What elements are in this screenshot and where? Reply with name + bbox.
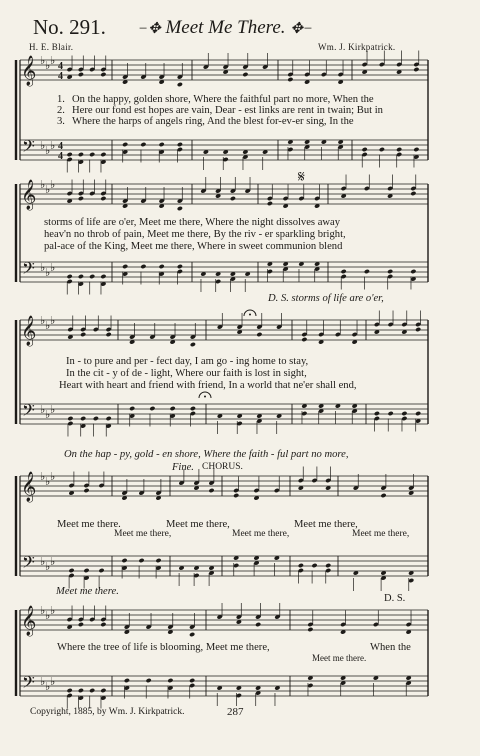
system1-verse1: On the happy, golden shore, Where the faithful part no more, When the: [72, 94, 374, 105]
treble-clef-icon: 𝄞: [21, 316, 37, 346]
note-head: [78, 274, 84, 279]
note-head: [67, 416, 73, 421]
note-head: [89, 274, 95, 279]
key-signature-flat-icon: ♭: [45, 319, 51, 332]
note-head: [380, 493, 386, 498]
page-number: 287: [227, 706, 244, 718]
stanza-number-1: 1.: [57, 94, 65, 105]
chorus-echo-1: Meet me there,: [114, 529, 172, 539]
note-head: [379, 147, 385, 152]
note-head: [124, 678, 130, 683]
copyright-line: Copyright, 1885, by Wm. J. Kirkpatrick.: [30, 707, 185, 717]
chorus-word-2: Meet me there,: [166, 519, 230, 530]
note-head: [177, 142, 183, 147]
note-head: [83, 488, 89, 493]
note-head: [325, 563, 331, 568]
treble-clef-icon: 𝄞: [21, 180, 37, 210]
key-signature-flat-icon: ♭: [45, 609, 51, 622]
note-head: [149, 406, 155, 411]
note-head: [159, 142, 165, 147]
note-head: [122, 142, 128, 147]
key-signature-flat-icon: ♭: [45, 560, 51, 573]
fermata-icon: [204, 396, 206, 398]
note-head: [189, 632, 195, 637]
key-signature-flat-icon: ♭: [50, 314, 56, 327]
note-head: [189, 678, 195, 683]
note-head: [89, 152, 95, 157]
note-head: [298, 563, 304, 568]
note-head: [78, 196, 84, 201]
bass-clef-icon: 𝄢: [22, 136, 35, 160]
key-signature-flat-icon: ♭: [40, 139, 46, 152]
system4-bass-text: Meet me there.: [56, 586, 119, 597]
system3-bass-text: On the hap - py, gold - en shore, Where the faith - ful part no more,: [64, 449, 349, 460]
system3-verse3: Heart with heart and friend with friend, In a world that ne'er shall end,: [59, 380, 357, 391]
note-head: [78, 622, 84, 627]
key-signature-flat-icon: ♭: [45, 266, 51, 279]
key-signature-flat-icon: ♭: [50, 604, 56, 617]
fine-label: Fine.: [172, 462, 194, 473]
note-head: [106, 416, 112, 421]
note-head: [307, 627, 313, 632]
note-head: [374, 411, 380, 416]
note-head: [287, 77, 293, 82]
note-head: [170, 406, 176, 411]
note-head: [100, 196, 106, 201]
system5-echo: Meet me there.: [312, 653, 367, 663]
ds-label: D. S.: [384, 593, 406, 604]
system3-verse1: In - to pure and per - fect day, I am go - ing home to stay,: [66, 356, 309, 367]
system5-lyric-end: When the: [370, 642, 411, 653]
hymn-title-text: Meet Me There.: [165, 17, 286, 38]
key-signature-flat-icon: ♭: [50, 178, 56, 191]
key-signature-flat-icon: ♭: [50, 261, 56, 274]
system5-lyric: Where the tree of life is blooming, Meet me there,: [57, 642, 270, 653]
key-signature-flat-icon: ♭: [50, 555, 56, 568]
key-signature-flat-icon: ♭: [50, 139, 56, 152]
key-signature-flat-icon: ♭: [40, 314, 46, 327]
key-signature-flat-icon: ♭: [45, 183, 51, 196]
note-head: [256, 332, 262, 337]
key-signature-flat-icon: ♭: [40, 261, 46, 274]
stanza-number-2: 2.: [57, 105, 65, 116]
key-signature-flat-icon: ♭: [45, 144, 51, 157]
note-head: [122, 264, 128, 269]
chorus-label: CHORUS.: [202, 462, 243, 472]
key-signature-flat-icon: ♭: [45, 59, 51, 72]
note-head: [67, 688, 73, 693]
note-head: [98, 568, 104, 573]
note-head: [155, 558, 161, 563]
note-head: [413, 67, 419, 72]
chorus-word-1: Meet me there.: [57, 519, 121, 530]
segno-icon: 𝄋: [298, 167, 305, 186]
note-head: [301, 337, 307, 342]
key-signature-flat-icon: ♭: [50, 675, 56, 688]
note-head: [413, 147, 419, 152]
note-head: [401, 411, 407, 416]
note-head: [341, 269, 347, 274]
note-head: [100, 152, 106, 157]
note-head: [78, 72, 84, 77]
note-head: [364, 269, 370, 274]
note-head: [68, 568, 74, 573]
note-head: [78, 688, 84, 693]
bass-clef-icon: 𝄢: [22, 258, 35, 282]
key-signature-flat-icon: ♭: [40, 54, 46, 67]
stanza-number-3: 3.: [57, 116, 65, 127]
note-head: [138, 558, 144, 563]
note-head: [67, 274, 73, 279]
key-signature-flat-icon: ♭: [40, 604, 46, 617]
note-head: [410, 269, 416, 274]
note-head: [100, 274, 106, 279]
system2-verse3: pal-ace of the King, Meet me there, Where in sweet communion blend: [44, 241, 343, 252]
bass-time-signature: 4: [58, 151, 63, 162]
note-head: [80, 416, 86, 421]
right-ornament-icon: ✥−: [290, 21, 314, 37]
bass-clef-icon: 𝄢: [22, 552, 35, 576]
note-head: [106, 332, 112, 337]
key-signature-flat-icon: ♭: [50, 470, 56, 483]
key-signature-flat-icon: ♭: [40, 178, 46, 191]
note-head: [311, 563, 317, 568]
treble-clef-icon: 𝄞: [21, 606, 37, 636]
bass-clef-icon: 𝄢: [22, 672, 35, 696]
note-head: [80, 332, 86, 337]
key-signature-flat-icon: ♭: [40, 403, 46, 416]
note-head: [388, 411, 394, 416]
note-head: [396, 147, 402, 152]
note-head: [129, 406, 135, 411]
key-signature-flat-icon: ♭: [45, 475, 51, 488]
key-signature-flat-icon: ♭: [45, 408, 51, 421]
note-head: [100, 622, 106, 627]
treble-time-signature: 4: [58, 61, 63, 72]
system1-verse3: Where the harps of angels ring, And the blest for-ev-er sing, In the: [72, 116, 354, 127]
note-head: [146, 678, 152, 683]
note-head: [140, 264, 146, 269]
composer-credit: H. E. Blair.: [29, 42, 74, 52]
key-signature-flat-icon: ♭: [40, 470, 46, 483]
chorus-echo-3: Meet me there,: [352, 529, 410, 539]
key-signature-flat-icon: ♭: [45, 680, 51, 693]
chorus-word-3: Meet me there,: [294, 519, 358, 530]
note-head: [121, 558, 127, 563]
system2-ds-text: D. S. storms of life are o'er,: [268, 293, 384, 304]
key-signature-flat-icon: ♭: [50, 403, 56, 416]
left-ornament-icon: −✥: [138, 21, 161, 37]
hymn-number: No. 291.: [33, 15, 106, 39]
note-head: [267, 201, 273, 206]
note-head: [140, 142, 146, 147]
note-head: [177, 82, 183, 87]
note-head: [100, 688, 106, 693]
note-head: [190, 406, 196, 411]
note-head: [208, 488, 214, 493]
note-head: [415, 327, 421, 332]
note-head: [67, 152, 73, 157]
note-head: [89, 688, 95, 693]
system2-verse1: storms of life are o'er, Meet me there, Where the night dissolves away: [44, 217, 341, 228]
system1-verse2: Here our fond est hopes are vain, Dear - est links are rent in twain; But in: [72, 105, 383, 116]
note-head: [242, 72, 248, 77]
note-head: [362, 147, 368, 152]
system2-verse2: heav'n no throb of pain, Meet me there, By the riv - er sparkling bright,: [44, 229, 346, 240]
note-head: [177, 264, 183, 269]
note-head: [159, 264, 165, 269]
treble-clef-icon: 𝄞: [21, 472, 37, 502]
system3-verse2: In the cit - y of de - light, Where our faith is lost in sight,: [66, 368, 307, 379]
fermata-icon: [249, 314, 251, 316]
note-head: [230, 196, 236, 201]
bass-time-signature: 4: [58, 141, 63, 152]
note-head: [93, 416, 99, 421]
note-head: [415, 411, 421, 416]
note-head: [387, 269, 393, 274]
key-signature-flat-icon: ♭: [50, 54, 56, 67]
chorus-echo-2: Meet me there,: [232, 529, 290, 539]
treble-time-signature: 4: [58, 71, 63, 82]
note-head: [167, 678, 173, 683]
note-head: [410, 191, 416, 196]
note-head: [100, 72, 106, 77]
key-signature-flat-icon: ♭: [40, 555, 46, 568]
bass-clef-icon: 𝄢: [22, 400, 35, 424]
note-head: [190, 342, 196, 347]
note-head: [233, 493, 239, 498]
note-head: [83, 568, 89, 573]
note-head: [177, 206, 183, 211]
note-head: [255, 622, 261, 627]
author-credit: Wm. J. Kirkpatrick.: [318, 42, 396, 52]
treble-clef-icon: 𝄞: [21, 56, 37, 86]
key-signature-flat-icon: ♭: [40, 675, 46, 688]
note-head: [78, 152, 84, 157]
